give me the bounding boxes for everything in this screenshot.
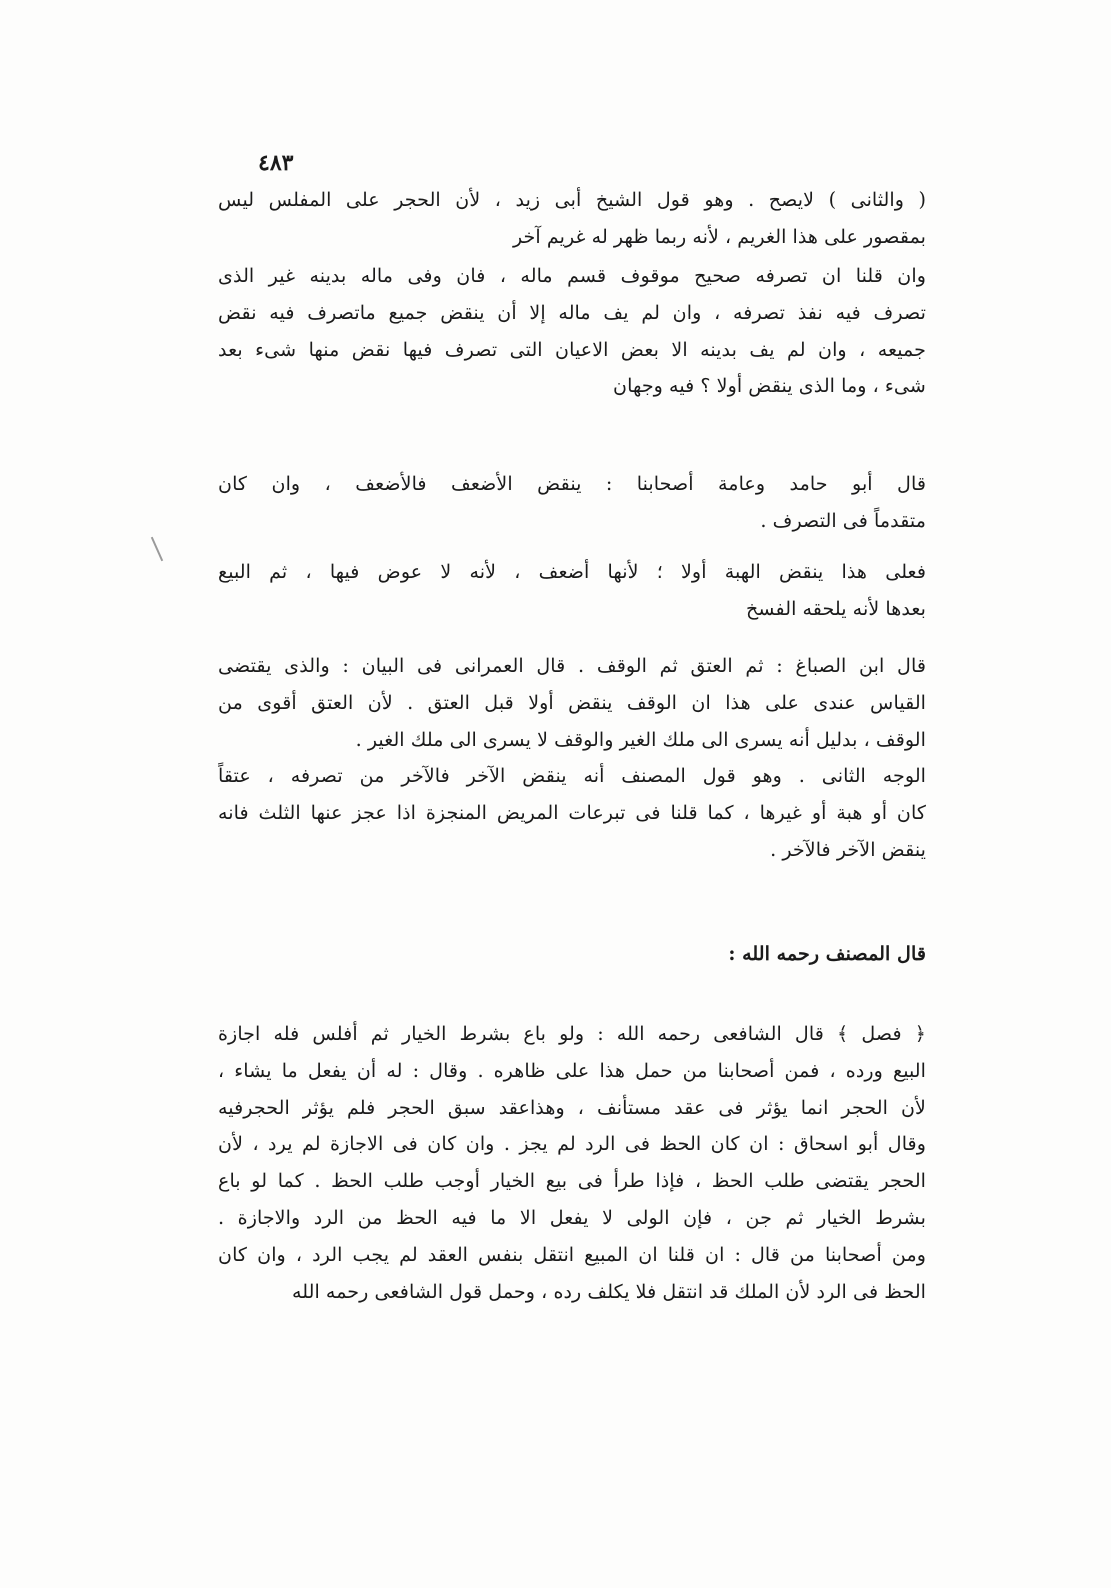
- text-line: جميعه ، وان لم يف بدينه الا بعض الاعيان التى تصرف فيها نقض منها شىء بعد: [218, 337, 926, 361]
- text-line: وان قلنا ان تصرفه صحيح موقوف قسم ماله ، فان وفى ماله بدينه غير الذى: [218, 264, 926, 287]
- text-line: كان أو هبة أو غيرها ، كما قلنا فى تبرعات المريض المنجزة اذا عجز عنها الثلث فانه: [218, 800, 926, 824]
- paragraph: [218, 182, 926, 256]
- text-line: بعدها لأنه يلحقه الفسخ: [746, 596, 926, 620]
- text-line: القياس عندى على هذا ان الوقف ينقض أولا قبل العتق . لأن العتق أقوى من: [218, 690, 926, 714]
- text-line: لأن الحجر انما يؤثر فى عقد مستأنف ، وهذاعقد سبق الحجر فلم يؤثر الحجرفيه: [218, 1095, 926, 1119]
- scan-mark: [151, 537, 163, 562]
- paragraph: [218, 1016, 926, 1310]
- text-line: ﴿ فصل ﴾ قال الشافعى رحمه الله : ولو باع بشرط الخيار ثم أفلس فله اجازة: [218, 1022, 926, 1045]
- paragraph: [218, 554, 926, 628]
- paragraph: [218, 758, 926, 868]
- section-heading: [218, 936, 926, 973]
- text-line: الحظ فى الرد لأن الملك قد انتقل فلا يكلف رده ، وحمل قول الشافعى رحمه الله: [292, 1279, 926, 1303]
- page-number: ٤٨٣: [258, 150, 294, 176]
- text-line: ينقض الآخر فالآخر .: [770, 837, 926, 861]
- text-line: البيع ورده ، فمن أصحابنا من حمل هذا على ظاهره . وقال : له أن يفعل ما يشاء ،: [218, 1058, 926, 1082]
- text-line: شىء ، وما الذى ينقض أولا ؟ فيه وجهان: [613, 374, 926, 398]
- text-line: تصرف فيه نفذ تصرفه ، وان لم يف ماله إلا أن ينقض جميع ماتصرف فيه نقض: [218, 300, 926, 324]
- paragraph: [218, 466, 926, 540]
- text-line: بمقصور على هذا الغريم ، لأنه ربما ظهر له غريم آخر: [512, 224, 926, 248]
- text-line: فعلى هذا ينقض الهبة أولا ؛ لأنها أضعف ، لأنه لا عوض فيها ، ثم البيع: [218, 560, 926, 583]
- text-line: قال ابن الصباغ : ثم العتق ثم الوقف . قال العمرانى فى البيان : والذى يقتضى: [218, 654, 926, 677]
- text-line: الحجر يقتضى طلب الحظ ، فإذا طرأ فى بيع الخيار أوجب طلب الحظ . كما لو باع: [218, 1169, 926, 1193]
- text-line: متقدماً فى التصرف .: [760, 508, 926, 532]
- text-line: قال أبو حامد وعامة أصحابنا : ينقض الأضعف فالأضعف ، وان كان: [218, 472, 926, 495]
- paragraph: [218, 648, 926, 758]
- text-line: الوقف ، بدليل أنه يسرى الى ملك الغير والوقف لا يسرى الى ملك الغير .: [355, 727, 926, 751]
- text-line: وقال أبو اسحاق : ان كان الحظ فى الرد لم يجز . وان كان فى الاجازة لم يرد ، لأن: [218, 1132, 926, 1156]
- text-line: الوجه الثانى . وهو قول المصنف أنه ينقض الآخر فالآخر من تصرفه ، عتقاً: [218, 764, 926, 787]
- paragraph: [218, 258, 926, 405]
- text-line: بشرط الخيار ثم جن ، فإن الولى لا يفعل الا ما فيه الحظ من الرد والاجازة .: [218, 1205, 926, 1229]
- text-line: ومن أصحابنا من قال : ان قلنا ان المبيع انتقل بنفس العقد لم يجب الرد ، وان كان: [218, 1242, 926, 1266]
- text-line: قال المصنف رحمه الله :: [728, 942, 926, 965]
- text-line: ( والثانى ) لايصح . وهو قول الشيخ أبى زيد ، لأن الحجر على المفلس ليس: [218, 188, 926, 211]
